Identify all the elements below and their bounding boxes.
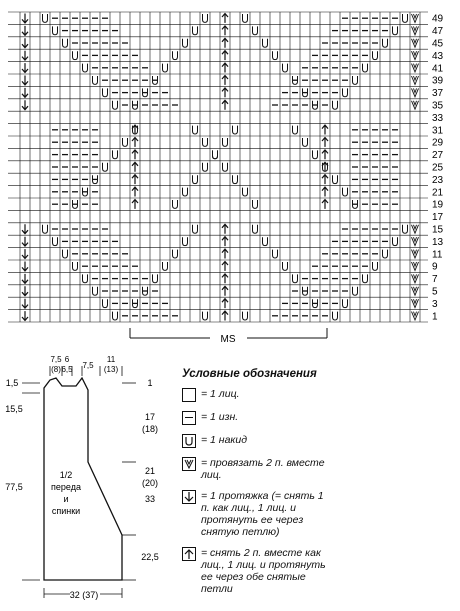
row-number: 45 — [432, 38, 444, 50]
yarn-over-icon — [263, 237, 268, 245]
yarn-over-icon — [373, 51, 378, 59]
ssk-icon — [22, 14, 28, 23]
yarn-over-icon — [73, 51, 78, 59]
k2tog-icon — [412, 287, 419, 295]
yarn-over-icon — [283, 262, 288, 270]
yarn-over-icon — [243, 14, 248, 22]
top-width-2: 6 — [64, 355, 70, 364]
cdd-icon — [182, 547, 196, 561]
yarn-over-icon — [193, 126, 198, 134]
center-label-1: 1/2 — [59, 470, 73, 480]
ssk-icon — [22, 88, 28, 97]
k2tog-icon — [412, 312, 419, 320]
legend-item-k2tog: = провязать 2 п. вместе лиц. — [182, 457, 332, 481]
top-width-4-alt: (13) — [103, 365, 119, 374]
cdd-icon — [132, 138, 138, 147]
yarn-over-icon — [213, 150, 218, 158]
row-number: 23 — [432, 174, 444, 186]
yarn-over-icon — [253, 26, 258, 34]
row-number: 17 — [432, 212, 444, 224]
k2tog-icon — [412, 225, 419, 233]
ssk-icon — [22, 51, 28, 60]
center-label-2: переда — [51, 482, 81, 492]
yarn-over-icon — [182, 434, 196, 448]
ssk-icon — [22, 274, 28, 283]
yarn-over-icon — [223, 163, 228, 171]
right-measure-2: 17 — [144, 412, 156, 422]
yarn-over-icon — [273, 250, 278, 258]
yarn-over-icon — [163, 64, 168, 72]
yarn-over-icon — [113, 312, 118, 320]
cdd-icon — [222, 88, 228, 97]
legend-title: Условные обозначения — [182, 368, 317, 380]
center-label-3: и — [63, 494, 69, 504]
yarn-over-icon — [333, 101, 338, 109]
k2tog-icon — [412, 237, 419, 245]
row-number: 39 — [432, 75, 444, 87]
ssk-icon — [22, 224, 28, 233]
yarn-over-icon — [153, 274, 158, 282]
yarn-over-icon — [43, 225, 48, 233]
row-number: 41 — [432, 63, 444, 75]
garment-outline — [44, 378, 122, 580]
legend-item-purl: = 1 изн. — [182, 411, 332, 425]
right-measure-4: 33 — [144, 494, 156, 504]
row-number: 19 — [432, 199, 444, 211]
ssk-icon — [22, 26, 28, 35]
ssk-icon — [22, 63, 28, 72]
cdd-icon — [222, 100, 228, 109]
cdd-icon — [222, 237, 228, 246]
ssk-icon — [182, 490, 196, 504]
ssk-icon — [22, 286, 28, 295]
k2tog-icon — [412, 299, 419, 307]
ssk-icon — [22, 299, 28, 308]
yarn-over-icon — [163, 262, 168, 270]
yarn-over-icon — [93, 76, 98, 84]
cdd-icon — [222, 249, 228, 258]
ssk-icon — [22, 311, 28, 320]
yarn-over-icon — [203, 163, 208, 171]
legend-item-cdd: = снять 2 п. вместе как лиц., 1 лиц. и протянуть ее через обе снятые петли — [182, 547, 332, 595]
yarn-over-icon — [103, 163, 108, 171]
cdd-icon — [222, 286, 228, 295]
dash-square-icon — [182, 411, 196, 425]
yarn-over-icon — [93, 287, 98, 295]
left-measure-3: 77,5 — [5, 482, 23, 492]
cdd-icon — [132, 162, 138, 171]
ssk-icon — [22, 76, 28, 85]
yarn-over-icon — [333, 312, 338, 320]
cdd-icon — [322, 200, 328, 209]
k2tog-icon — [412, 26, 419, 34]
right-measure-5: 22,5 — [141, 552, 159, 562]
row-number: 11 — [432, 249, 443, 261]
cdd-icon — [322, 138, 328, 147]
cdd-icon — [132, 187, 138, 196]
yarn-over-icon — [233, 126, 238, 134]
row-number: 35 — [432, 100, 444, 112]
row-number: 13 — [432, 236, 444, 248]
legend-item-knit: = 1 лиц. — [182, 388, 332, 402]
cdd-icon — [222, 274, 228, 283]
cdd-icon — [132, 150, 138, 159]
right-measure-3: 21 — [144, 466, 156, 476]
yarn-over-icon — [253, 225, 258, 233]
yarn-over-icon — [263, 39, 268, 47]
top-width-3: 7,5 — [82, 361, 94, 370]
k2tog-icon — [412, 88, 419, 96]
yarn-over-icon — [373, 262, 378, 270]
yarn-over-icon — [353, 76, 358, 84]
yarn-over-icon — [193, 225, 198, 233]
yarn-over-icon — [233, 175, 238, 183]
yarn-over-icon — [43, 14, 48, 22]
yarn-over-icon — [343, 299, 348, 307]
cdd-icon — [222, 26, 228, 35]
cdd-icon — [222, 51, 228, 60]
yarn-over-icon — [53, 237, 58, 245]
row-numbers — [432, 14, 444, 323]
row-number: 7 — [432, 274, 438, 286]
legend-item-ssk: = 1 протяжка (= снять 1 п. как лиц., 1 лиц. и протянуть ее через снятую петлю) — [182, 490, 332, 538]
yarn-over-icon — [193, 26, 198, 34]
cdd-icon — [322, 150, 328, 159]
yarn-over-icon — [343, 188, 348, 196]
left-measure-2: 15,5 — [5, 404, 23, 414]
row-number: 1 — [432, 311, 438, 323]
yarn-over-icon — [203, 138, 208, 146]
cdd-icon — [222, 311, 228, 320]
k2tog-icon — [412, 39, 419, 47]
yarn-over-icon — [53, 26, 58, 34]
cdd-icon — [222, 76, 228, 85]
yarn-over-icon — [393, 26, 398, 34]
cdd-icon — [322, 187, 328, 196]
row-number: 9 — [432, 261, 438, 273]
row-number: 33 — [432, 112, 444, 124]
row-number: 31 — [432, 125, 444, 137]
yarn-over-icon — [173, 51, 178, 59]
yarn-over-icon — [223, 138, 228, 146]
empty-square-icon — [182, 388, 196, 402]
yarn-over-icon — [113, 150, 118, 158]
row-number: 21 — [432, 187, 444, 199]
legend-item-yo: = 1 накид — [182, 434, 332, 448]
yarn-over-icon — [183, 39, 188, 47]
cdd-icon — [222, 299, 228, 308]
row-number: 37 — [432, 88, 444, 100]
row-number: 27 — [432, 150, 444, 162]
cdd-icon — [222, 262, 228, 271]
k2tog-icon — [182, 457, 196, 471]
row-number: 5 — [432, 286, 438, 298]
cdd-icon — [222, 224, 228, 233]
row-number: 3 — [432, 298, 438, 310]
yarn-over-icon — [273, 51, 278, 59]
yarn-over-icon — [183, 237, 188, 245]
cdd-icon — [222, 38, 228, 47]
ssk-icon — [22, 262, 28, 271]
row-number: 43 — [432, 50, 444, 62]
row-number: 29 — [432, 137, 444, 149]
yarn-over-icon — [343, 88, 348, 96]
ssk-icon — [22, 249, 28, 258]
yarn-over-icon — [363, 64, 368, 72]
row-number: 47 — [432, 26, 444, 38]
ssk-icon — [22, 38, 28, 47]
k2tog-icon — [412, 14, 419, 22]
yarn-over-icon — [103, 299, 108, 307]
yarn-over-icon — [183, 188, 188, 196]
k2tog-icon — [412, 101, 419, 109]
k2tog-icon — [412, 250, 419, 258]
yarn-over-icon — [383, 39, 388, 47]
yarn-over-icon — [283, 64, 288, 72]
legend — [182, 368, 332, 604]
bottom-measure: 32 (37) — [69, 590, 99, 600]
yarn-over-icon — [253, 200, 258, 208]
yarn-over-icon — [243, 188, 248, 196]
ssk-icon — [22, 100, 28, 109]
garment-schematic — [0, 350, 180, 611]
top-width-1-alt: (8) — [51, 365, 61, 374]
center-label-4: спинки — [51, 506, 81, 516]
row-number: 49 — [432, 13, 444, 25]
k2tog-icon — [412, 262, 419, 270]
yarn-over-icon — [203, 312, 208, 320]
repeat-label: MS — [220, 334, 236, 345]
cdd-icon — [132, 175, 138, 184]
cdd-icon — [132, 200, 138, 209]
yarn-over-icon — [83, 64, 88, 72]
yarn-over-icon — [393, 237, 398, 245]
yarn-over-icon — [173, 200, 178, 208]
k2tog-icon — [412, 64, 419, 72]
yarn-over-icon — [203, 14, 208, 22]
k2tog-icon — [412, 274, 419, 282]
right-measure-2-alt: (18) — [141, 424, 159, 434]
yarn-over-icon — [353, 287, 358, 295]
yarn-over-icon — [293, 274, 298, 282]
cdd-icon — [322, 175, 328, 184]
yarn-over-icon — [403, 225, 408, 233]
top-width-4: 11 — [106, 355, 116, 364]
cdd-icon — [222, 63, 228, 72]
yarn-over-icon — [193, 175, 198, 183]
yarn-over-icon — [293, 126, 298, 134]
k2tog-icon — [412, 51, 419, 59]
yarn-over-icon — [73, 262, 78, 270]
left-measure-1: 1,5 — [5, 378, 19, 388]
yarn-over-icon — [333, 175, 338, 183]
yarn-over-icon — [103, 88, 108, 96]
yarn-over-icon — [83, 274, 88, 282]
top-width-1: 7,5 — [50, 355, 62, 364]
yarn-over-icon — [403, 14, 408, 22]
yarn-over-icon — [383, 250, 388, 258]
yarn-over-icon — [63, 39, 68, 47]
row-number: 25 — [432, 162, 444, 174]
row-number: 15 — [432, 224, 444, 236]
yarn-over-icon — [63, 250, 68, 258]
yarn-over-icon — [313, 150, 318, 158]
k2tog-icon — [412, 76, 419, 84]
yarn-over-icon — [113, 101, 118, 109]
top-width-2-alt: 6,5 — [61, 365, 73, 374]
yarn-over-icon — [123, 138, 128, 146]
ssk-icon — [22, 237, 28, 246]
yarn-over-icon — [243, 312, 248, 320]
yarn-over-icon — [173, 250, 178, 258]
repeat-marker — [130, 328, 327, 345]
yarn-over-icon — [363, 274, 368, 282]
yarn-over-icon — [303, 138, 308, 146]
right-measure-1: 1 — [147, 378, 153, 388]
cdd-icon — [222, 14, 228, 23]
cdd-icon — [322, 125, 328, 134]
right-measure-3-alt: (20) — [141, 478, 159, 488]
